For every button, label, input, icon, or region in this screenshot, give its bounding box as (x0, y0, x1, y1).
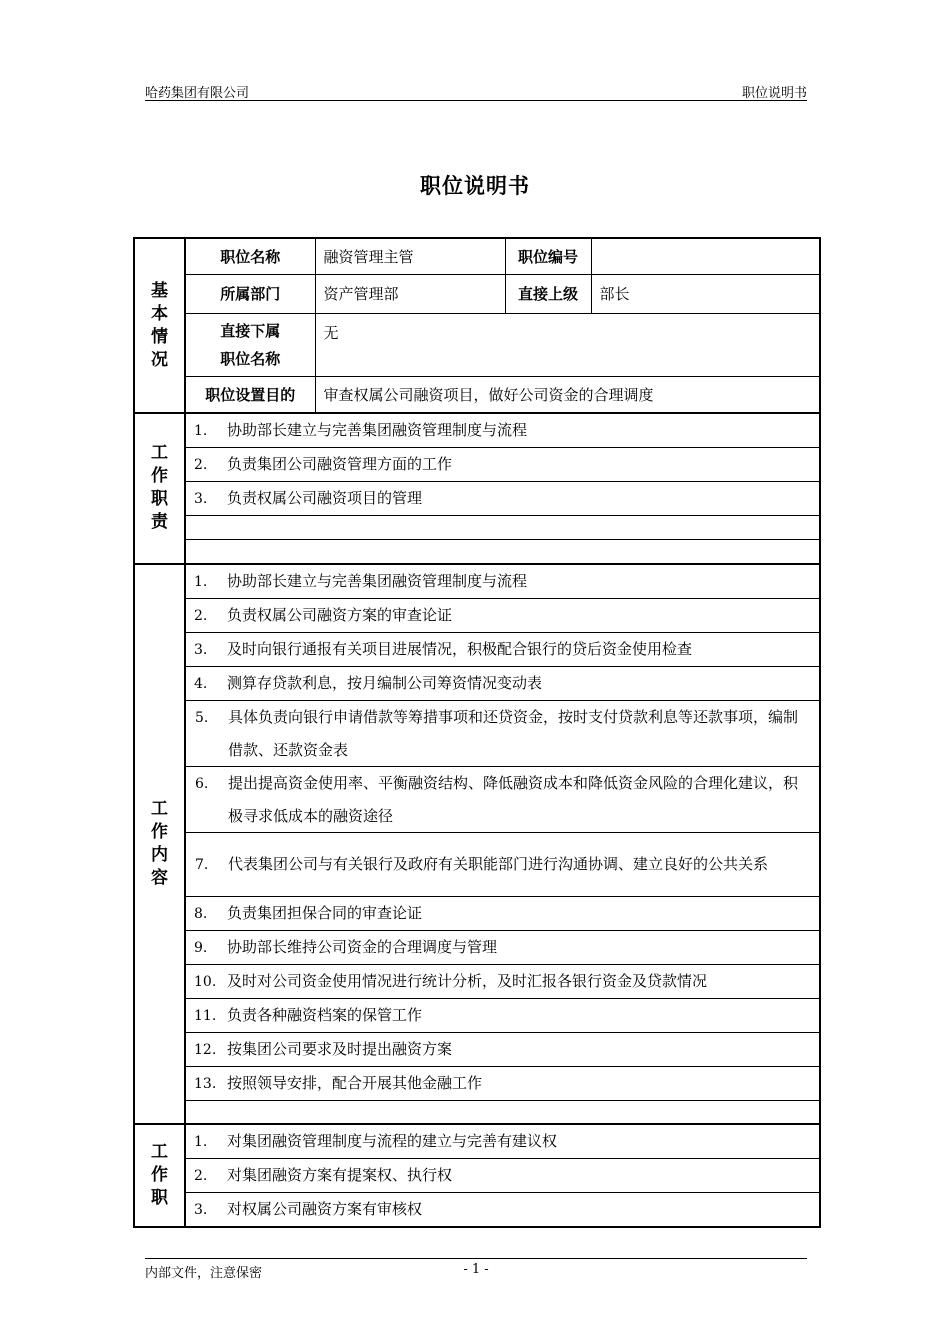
job-description-table (133, 237, 821, 1228)
section-work-content: 工 作 内 容 (134, 564, 185, 1125)
content-item: 11. 负责各种融资档案的保管工作 (185, 998, 820, 1032)
purpose-label: 职位设置目的 (185, 376, 315, 413)
content-item: 1. 协助部长建立与完善集团融资管理制度与流程 (185, 564, 820, 599)
page-footer (145, 1258, 807, 1283)
purpose-value: 审查权属公司融资项目，做好公司资金的合理调度 (315, 376, 820, 413)
subordinate-label: 直接下属 职位名称 (185, 313, 315, 376)
department-value: 资产管理部 (315, 274, 505, 313)
content-item: 4. 测算存贷款利息，按月编制公司筹资情况变动表 (185, 666, 820, 700)
page-header (145, 80, 807, 101)
page-number: - 1 - (463, 1262, 489, 1277)
position-name-value: 融资管理主管 (315, 238, 505, 274)
empty-row (185, 540, 820, 564)
duty-item: 3. 负责权属公司融资项目的管理 (185, 482, 820, 516)
page-title: 职位说明书 (420, 174, 530, 198)
content-item: 9. 协助部长维持公司资金的合理调度与管理 (185, 930, 820, 964)
superior-label: 直接上级 (505, 274, 591, 313)
content-item: 12. 按集团公司要求及时提出融资方案 (185, 1032, 820, 1066)
position-code-value (591, 238, 820, 274)
header-doc-type: 职位说明书 (741, 86, 807, 101)
company-name: 哈药集团有限公司 (145, 86, 250, 101)
content-item: 10. 及时对公司资金使用情况进行统计分析，及时汇报各银行资金及贷款情况 (185, 964, 820, 998)
content-item: 7. 代表集团公司与有关银行及政府有关职能部门进行沟通协调、建立良好的公共关系 (185, 832, 820, 896)
empty-row (185, 1100, 820, 1124)
confidential-note: 内部文件，注意保密 (145, 1266, 263, 1281)
content-item: 2. 负责权属公司融资方案的审查论证 (185, 598, 820, 632)
content-item: 13. 按照领导安排，配合开展其他金融工作 (185, 1066, 820, 1100)
section-basic-info: 基 本 情 况 (134, 238, 185, 413)
duty-item: 1. 协助部长建立与完善集团融资管理制度与流程 (185, 413, 820, 448)
authority-item: 2. 对集团融资方案有提案权、执行权 (185, 1159, 820, 1193)
content-item: 5. 具体负责向银行申请借款等筹措事项和还贷资金，按时支付贷款利息等还款事项，编制借款、还款资金表 (185, 700, 820, 766)
section-duties: 工 作 职 责 (134, 413, 185, 564)
superior-value: 部长 (591, 274, 820, 313)
content-item: 8. 负责集团担保合同的审查论证 (185, 896, 820, 930)
department-label: 所属部门 (185, 274, 315, 313)
section-authority: 工 作 职 (134, 1124, 185, 1227)
subordinate-value: 无 (315, 313, 820, 376)
content-item: 6. 提出提高资金使用率、平衡融资结构、降低融资成本和降低资金风险的合理化建议，积极寻求低成本的融资途径 (185, 766, 820, 832)
duty-item: 2. 负责集团公司融资管理方面的工作 (185, 448, 820, 482)
position-name-label: 职位名称 (185, 238, 315, 274)
authority-item: 3. 对权属公司融资方案有审核权 (185, 1193, 820, 1228)
authority-item: 1. 对集团融资管理制度与流程的建立与完善有建议权 (185, 1124, 820, 1159)
position-code-label: 职位编号 (505, 238, 591, 274)
content-item: 3. 及时向银行通报有关项目进展情况，积极配合银行的贷后资金使用检查 (185, 632, 820, 666)
empty-row (185, 516, 820, 540)
